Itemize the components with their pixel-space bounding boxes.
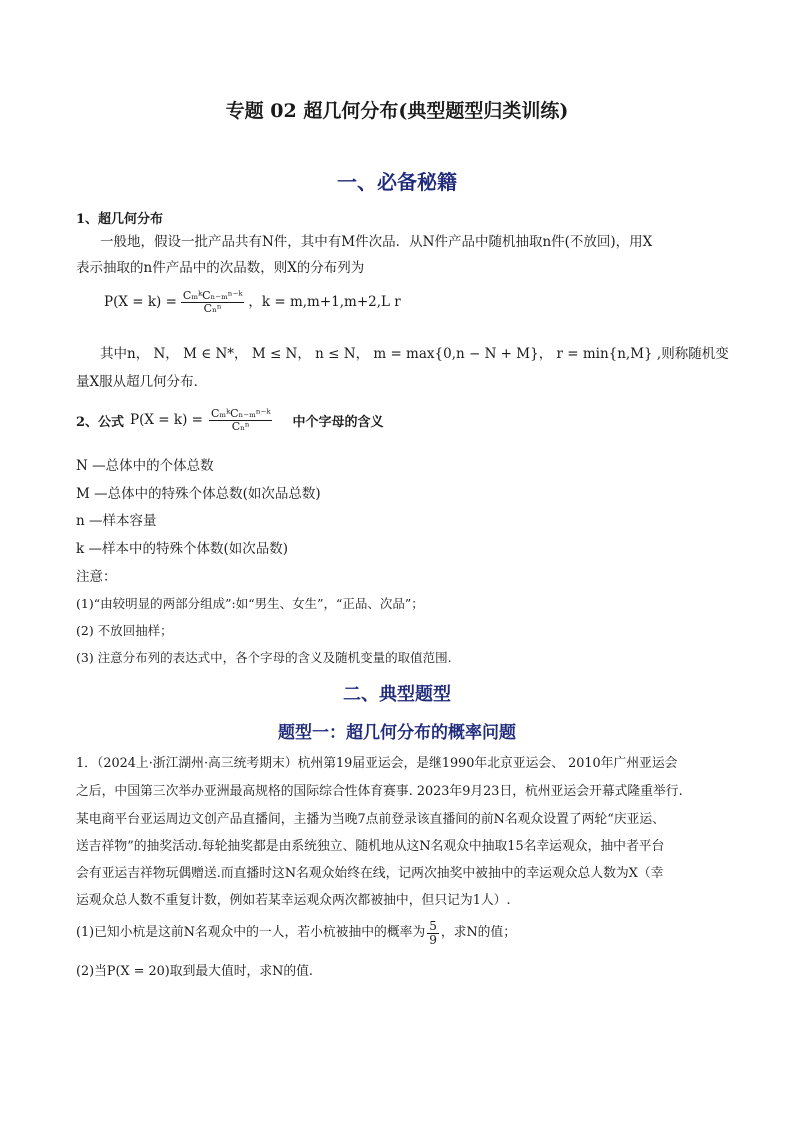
page-title: 专题 02 超几何分布(典型题型归类训练): [225, 100, 569, 122]
question-line: 送吉祥物”的抽奖活动.每轮抽奖都是由系统独立、随机地从这N名观众中抽取15名幸运观众，抽中者平台: [76, 839, 665, 854]
probability-fraction: [427, 920, 439, 947]
paragraph-line: 一般地，假设一批产品共有N件，其中有M件次品．从N件产品中随机抽取n件(不放回)，用X: [100, 234, 653, 250]
paragraph-line: 其中n， N， M ∈ N*， M ≤ N， n ≤ N， m = max{0,n − N + M}， r = min{n,M} ,则称随机变: [100, 346, 729, 362]
formula-numerator: CₘᵏCₙ₋ₘⁿ⁻ᵏ: [182, 289, 243, 302]
distribution-formula: [104, 290, 401, 315]
subsection-heading-type1: 题型一：超几何分布的概率问题: [278, 723, 516, 743]
question-line: 之后，中国第三次举办亚洲最高规格的国际综合性体育赛事. 2023年9月23日，杭州亚运会开幕式隆重举行.: [76, 784, 683, 799]
note-item: (2) 不放回抽样；: [76, 623, 173, 638]
note-item: (1)“由较明显的两部分组成”:如“男生、女生”，“正品、次品”；: [76, 596, 424, 611]
section-heading-essentials: 一、必备秘籍: [337, 170, 457, 194]
question-line: 运观众总人数不重复计数，例如若某幸运观众两次都被抽中，但只记为1人）.: [76, 893, 511, 908]
formula-lhs: P(X = k) =: [104, 293, 177, 310]
formula-fraction: [181, 290, 244, 315]
formula-meaning-line: [76, 408, 383, 433]
note-label: 注意：: [76, 569, 117, 585]
question-part-2: (2)当P(X = 20)取到最大值时，求N的值.: [76, 964, 314, 979]
formula-rhs: ，k = m,m+1,m+2,L r: [248, 293, 401, 310]
question-line: 某电商平台亚运周边文创产品直播间，主播为当晚7点前登录该直播间的前N名观众设置了两轮“庆亚运、: [76, 812, 665, 827]
note-item: (3) 注意分布列的表达式中，各个字母的含义及随机变量的取值范围.: [76, 650, 452, 665]
subsection-title-tail: 中个字母的含义: [292, 415, 384, 431]
definition-item: n —样本容量: [76, 513, 157, 529]
definition-item: N —总体中的个体总数: [76, 458, 214, 474]
definition-item: k —样本中的特殊个体数(如次品数): [76, 541, 289, 557]
formula-lhs: P(X = k) =: [130, 411, 203, 428]
fraction-numerator: 5: [429, 919, 437, 933]
subsection-title-hypergeometric: 1、超几何分布: [76, 212, 164, 227]
paragraph-line: 量X服从超几何分布．: [76, 374, 208, 390]
paragraph-line: 表示抽取的n件产品中的次品数，则X的分布列为: [76, 260, 365, 276]
formula-denominator: Cₙⁿ: [203, 302, 222, 316]
part1-text: (1)已知小杭是这前N名观众中的一人，若小杭被抽中的概率为: [76, 925, 426, 941]
definition-item: M —总体中的特殊个体总数(如次品总数): [76, 486, 321, 502]
section-heading-typical: 二、典型题型: [343, 684, 451, 705]
question-line: 1．（2024上·浙江湖州·高三统考期末）杭州第19届亚运会，是继1990年北京亚运会、 2010年广州亚运会: [76, 756, 678, 771]
formula-numerator: CₘᵏCₙ₋ₘⁿ⁻ᵏ: [210, 407, 271, 420]
part1-text-tail: ，求N的值；: [440, 925, 517, 941]
question-line: 会有亚运吉祥物玩偶赠送.而直播时这N名观众始终在线，记两次抽奖中被抽中的幸运观众总人数为X（幸: [76, 866, 664, 881]
formula-denominator: Cₙⁿ: [231, 420, 250, 434]
subsection-title-formula: 2、公式: [76, 415, 125, 431]
question-part-1: [76, 920, 516, 947]
formula-fraction: [209, 408, 272, 433]
fraction-denominator: 9: [429, 933, 437, 948]
